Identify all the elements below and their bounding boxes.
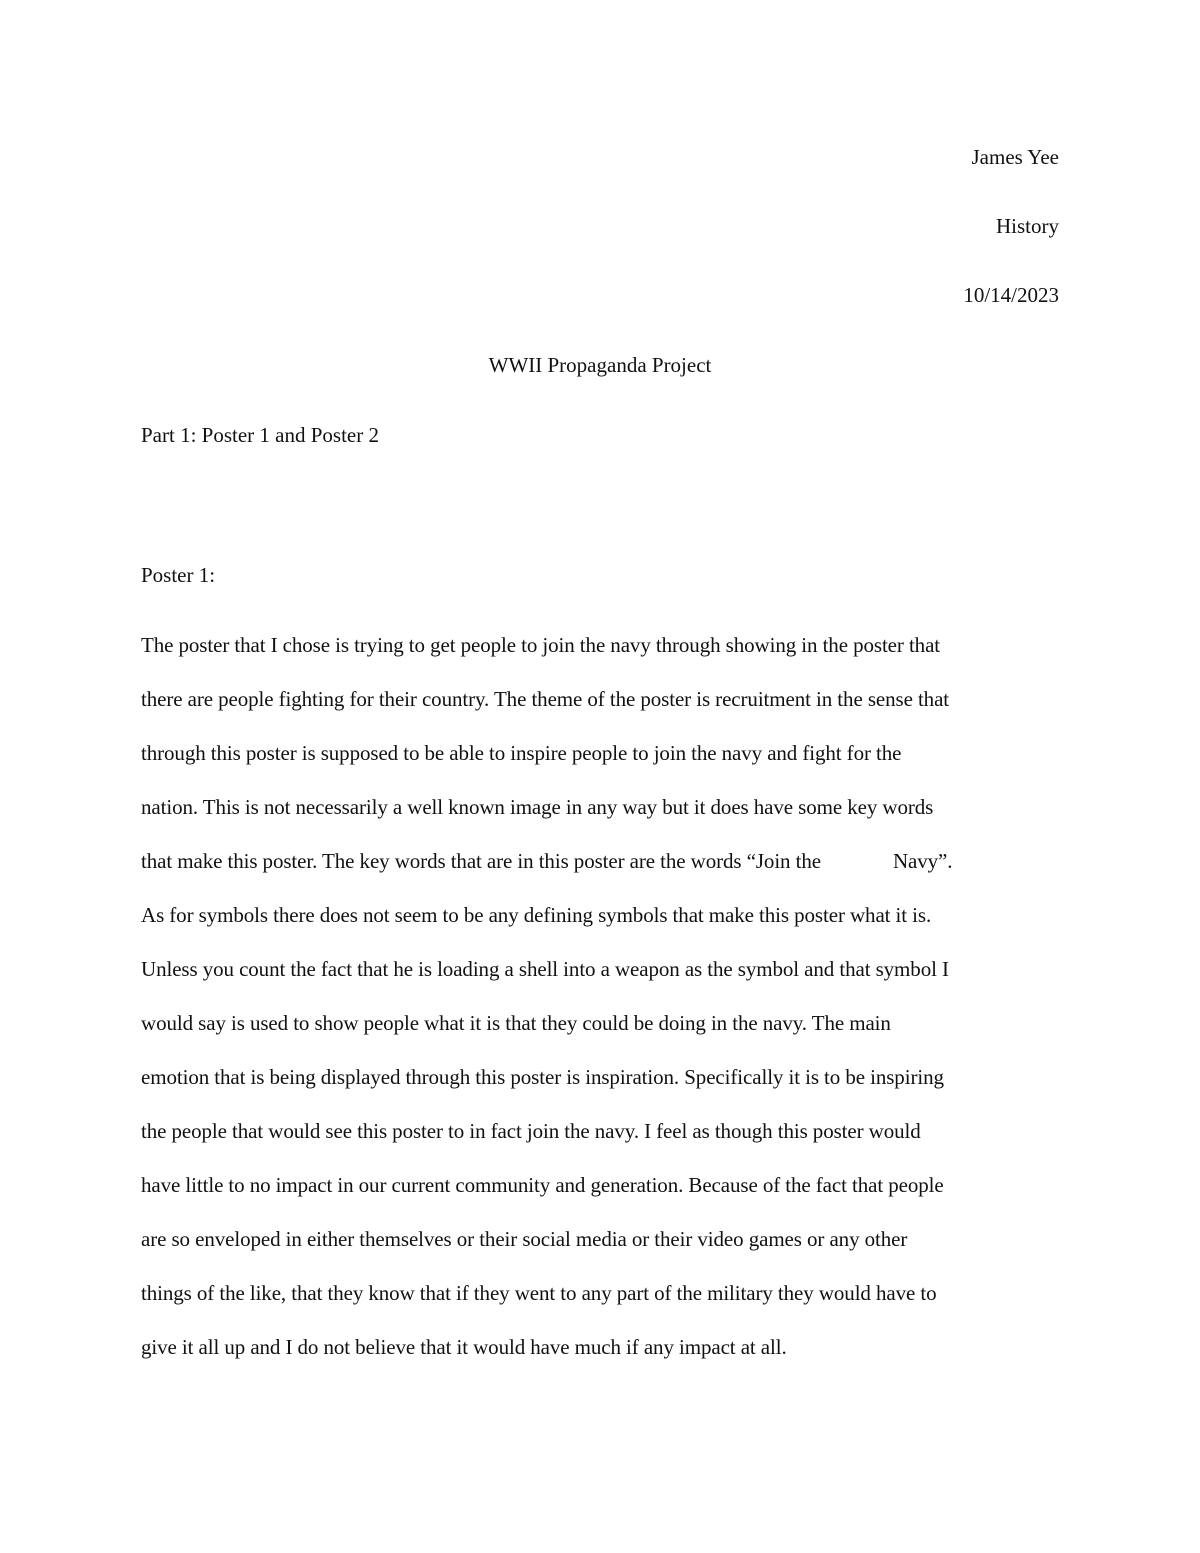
paragraph-line: through this poster is supposed to be able to inspire people to join the navy and fight for the (141, 741, 902, 765)
paragraph-line: As for symbols there does not seem to be any defining symbols that make this poster what it is. (141, 903, 932, 927)
paragraph-line: there are people fighting for their country. The theme of the poster is recruitment in the sense that (141, 687, 950, 711)
paragraph-line-start: that make this poster. The key words that are in this poster are the words “Join the (141, 849, 821, 873)
paragraph-line: The poster that I chose is trying to get people to join the navy through showing in the poster that (141, 633, 941, 657)
paragraph-line: emotion that is being displayed through this poster is inspiration. Specifically it is to be inspiring (141, 1065, 944, 1089)
poster-heading: Poster 1: (141, 563, 216, 587)
document-date: 10/14/2023 (963, 283, 1059, 307)
paragraph-line (141, 851, 952, 872)
course-subject: History (996, 214, 1059, 238)
part-heading: Part 1: Poster 1 and Poster 2 (141, 423, 379, 447)
author-name: James Yee (971, 145, 1059, 169)
document-title: WWII Propaganda Project (488, 353, 712, 377)
paragraph-line: the people that would see this poster to in fact join the navy. I feel as though this poster would (141, 1119, 921, 1143)
paragraph-line: are so enveloped in either themselves or their social media or their video games or any other (141, 1227, 908, 1251)
paragraph-line: have little to no impact in our current community and generation. Because of the fact that people (141, 1173, 944, 1197)
paragraph-line: would say is used to show people what it is that they could be doing in the navy. The main (141, 1011, 891, 1035)
paragraph-line: things of the like, that they know that if they went to any part of the military they would have to (141, 1281, 937, 1305)
paragraph-line-end: Navy”. (892, 849, 953, 873)
paragraph-line: give it all up and I do not believe that it would have much if any impact at all. (141, 1335, 787, 1359)
paragraph-line: nation. This is not necessarily a well known image in any way but it does have some key words (141, 795, 934, 819)
paragraph-line: Unless you count the fact that he is loading a shell into a weapon as the symbol and that symbol I (141, 957, 949, 981)
